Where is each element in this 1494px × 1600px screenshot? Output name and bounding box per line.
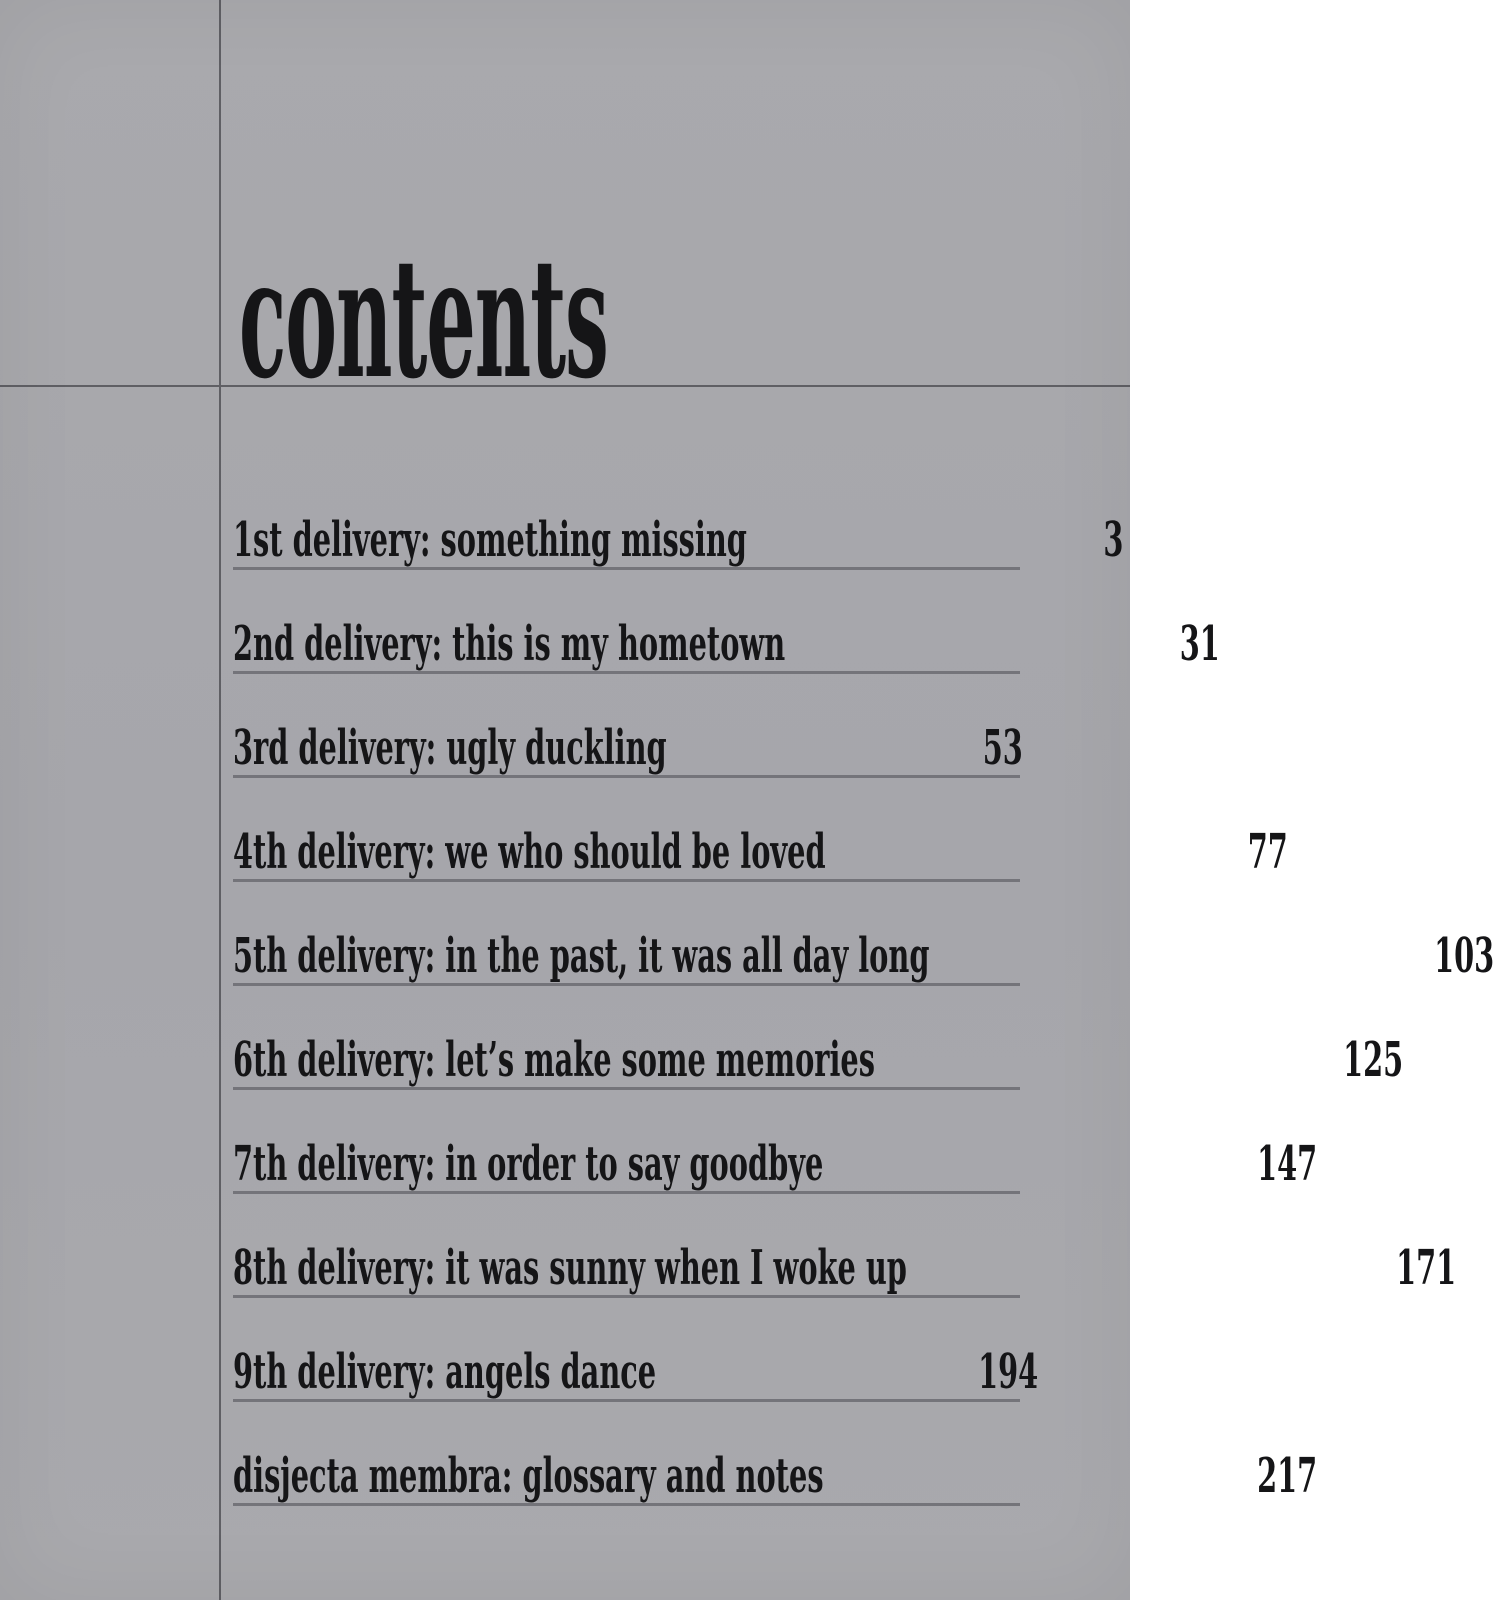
toc-entry: [233, 1090, 1318, 1194]
toc-entry-label: 7th delivery: in order to say goodbye: [233, 1136, 824, 1192]
toc-entry-page-number: 53: [982, 720, 1023, 776]
toc-entry-label: 6th delivery: let’s make some memories: [233, 1032, 875, 1088]
margin-rule-vertical: [219, 0, 221, 1600]
table-of-contents: [233, 466, 1494, 1506]
toc-entry-page-number: 194: [978, 1344, 1039, 1400]
toc-entry-page-number: 31: [1179, 616, 1221, 672]
toc-entry-page-number: 77: [1247, 824, 1288, 880]
toc-entry-label: 5th delivery: in the past, it was all day long: [233, 928, 930, 984]
toc-entry: [233, 674, 1023, 778]
toc-entry: [233, 1402, 1318, 1506]
toc-entry-page-number: 125: [1342, 1032, 1404, 1088]
toc-entry-label: 4th delivery: we who should be loved: [233, 824, 826, 880]
toc-entry: [233, 778, 1288, 882]
toc-entry-label: 9th delivery: angels dance: [233, 1344, 657, 1400]
page-title: contents: [239, 221, 608, 415]
toc-entry: [233, 1298, 1039, 1402]
toc-entry-page-number: 171: [1396, 1240, 1457, 1296]
toc-entry: [233, 570, 1221, 674]
toc-entry-label: disjecta membra: glossary and notes: [233, 1448, 824, 1504]
toc-entry-page-number: 217: [1257, 1448, 1318, 1504]
toc-entry: [233, 986, 1404, 1090]
toc-entry-page-number: 147: [1256, 1136, 1318, 1192]
toc-entry-label: 2nd delivery: this is my hometown: [233, 616, 786, 672]
toc-entry: [233, 466, 1123, 570]
toc-entry: [233, 1194, 1457, 1298]
toc-entry-label: 8th delivery: it was sunny when I woke up: [233, 1240, 907, 1296]
toc-entry-label: 1st delivery: something missing: [233, 512, 747, 568]
toc-entry: [233, 882, 1494, 986]
toc-entry-page-number: 3: [1102, 512, 1123, 568]
toc-entry-label: 3rd delivery: ugly duckling: [233, 720, 667, 776]
toc-entry-page-number: 103: [1433, 928, 1494, 984]
